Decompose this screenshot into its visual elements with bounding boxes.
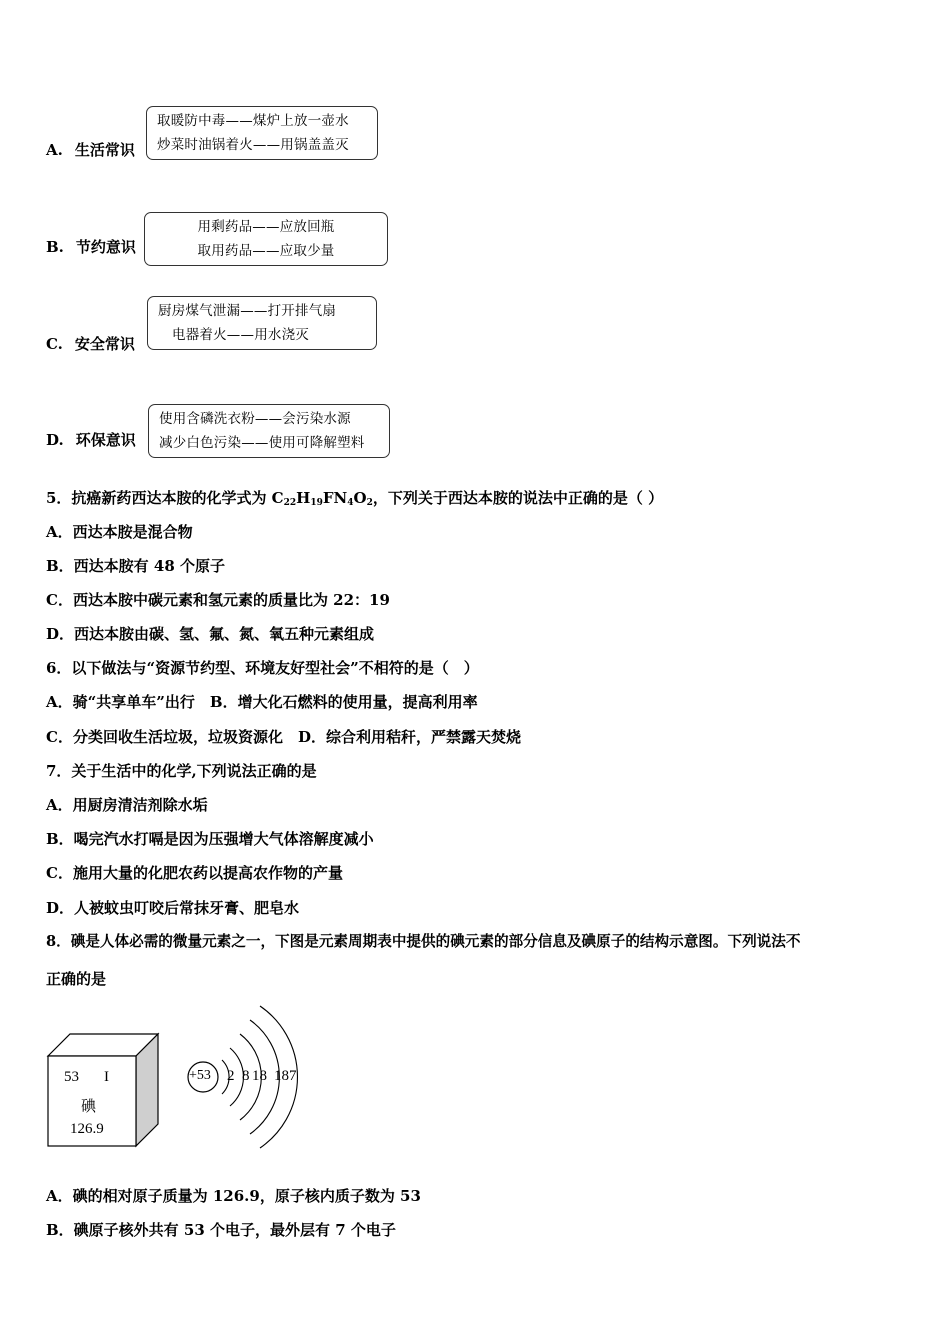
q6-options-row2: C．分类回收生活垃圾，垃圾资源化 D．综合利用秸秆，严禁露天焚烧 <box>46 728 521 746</box>
nucleus-charge: +53 <box>189 1068 211 1083</box>
option-c-box <box>147 296 377 350</box>
atomic-number: 53 <box>64 1069 79 1085</box>
shell-electrons: 7 <box>289 1068 297 1084</box>
q5-option-a: A．西达本胺是混合物 <box>46 523 193 541</box>
option-b-box <box>144 212 388 266</box>
option-b-label <box>46 236 136 257</box>
option-category: 环保意识 <box>75 431 136 449</box>
shell-electrons: 18 <box>252 1068 267 1084</box>
formula-o: O <box>353 489 367 507</box>
q6-options-row1: A．骑“共享单车”出行 B．增大化石燃料的使用量，提高利用率 <box>46 693 478 711</box>
option-category: 安全常识 <box>74 335 135 353</box>
q5-stem <box>46 488 663 513</box>
formula-fn: FN <box>322 489 348 507</box>
q8-option-b: B．碘原子核外共有 53 个电子，最外层有 7 个电子 <box>46 1221 396 1239</box>
q7-option-b: B．喝完汽水打嗝是因为压强增大气体溶解度减小 <box>46 830 374 848</box>
subscript: 22 <box>283 498 297 508</box>
subscript: 2 <box>366 498 373 508</box>
option-d-label <box>46 429 136 450</box>
option-letter: A. <box>46 141 63 159</box>
option-a-label <box>46 139 135 160</box>
shell-electrons: 2 <box>227 1068 235 1084</box>
box-line: 减少白色污染——使用可降解塑料 <box>159 435 365 451</box>
element-name: 碘 <box>81 1099 97 1115</box>
q7-stem: 7．关于生活中的化学,下列说法正确的是 <box>46 762 317 780</box>
q8-option-a: A．碘的相对原子质量为 126.9，原子核内质子数为 53 <box>46 1187 421 1205</box>
option-category: 节约意识 <box>75 238 136 256</box>
q7-option-d: D．人被蚊虫叮咬后常抹牙膏、肥皂水 <box>46 899 300 917</box>
subscript: 19 <box>310 498 323 508</box>
shell-electrons: 18 <box>274 1068 289 1084</box>
q5-option-b: B．西达本胺有 48 个原子 <box>46 557 225 575</box>
option-a-box <box>146 106 378 160</box>
box-line: 电器着火——用水浇灭 <box>172 327 309 343</box>
q8-stem-line1: 8．碘是人体必需的微量元素之一，下图是元素周期表中提供的碘元素的部分信息及碘原子的结构示意图。下列说法不 <box>46 933 801 950</box>
stem-text: ，下列关于西达本胺的说法中正确的是（ ） <box>372 489 664 507</box>
formula-h: H <box>296 489 311 507</box>
q7-option-a: A．用厨房清洁剂除水垢 <box>46 796 208 814</box>
q8-stem-line2: 正确的是 <box>46 970 107 988</box>
box-line: 取暖防中毒——煤炉上放一壶水 <box>157 113 349 129</box>
shell-electrons: 8 <box>242 1068 250 1084</box>
option-letter: B. <box>46 238 64 256</box>
subscript: 4 <box>347 498 354 508</box>
option-d-box <box>148 404 390 458</box>
q5-option-c: C．西达本胺中碳元素和氢元素的质量比为 22：19 <box>46 591 390 609</box>
atomic-mass: 126.9 <box>70 1121 104 1137</box>
option-letter: D. <box>46 431 64 449</box>
box-line: 厨房煤气泄漏——打开排气扇 <box>158 303 337 319</box>
q5-option-d: D．西达本胺由碳、氢、氟、氮、氧五种元素组成 <box>46 625 375 643</box>
q6-stem: 6．以下做法与“资源节约型、环境友好型社会”不相符的是（ ） <box>46 659 479 677</box>
stem-text: 5．抗癌新药西达本胺的化学式为 C <box>46 489 284 507</box>
option-category: 生活常识 <box>74 141 135 159</box>
option-letter: C. <box>46 335 63 353</box>
box-line: 使用含磷洗衣粉——会污染水源 <box>159 411 351 427</box>
option-c-label <box>46 333 135 354</box>
periodic-table-tile <box>44 1028 164 1150</box>
element-symbol: I <box>104 1069 109 1085</box>
box-line: 取用药品——应取少量 <box>197 243 335 259</box>
box-line: 用剩药品——应放回瓶 <box>197 219 335 235</box>
q7-option-c: C．施用大量的化肥农药以提高农作物的产量 <box>46 864 343 882</box>
box-line: 炒菜时油锅着火——用锅盖盖灭 <box>157 137 349 153</box>
